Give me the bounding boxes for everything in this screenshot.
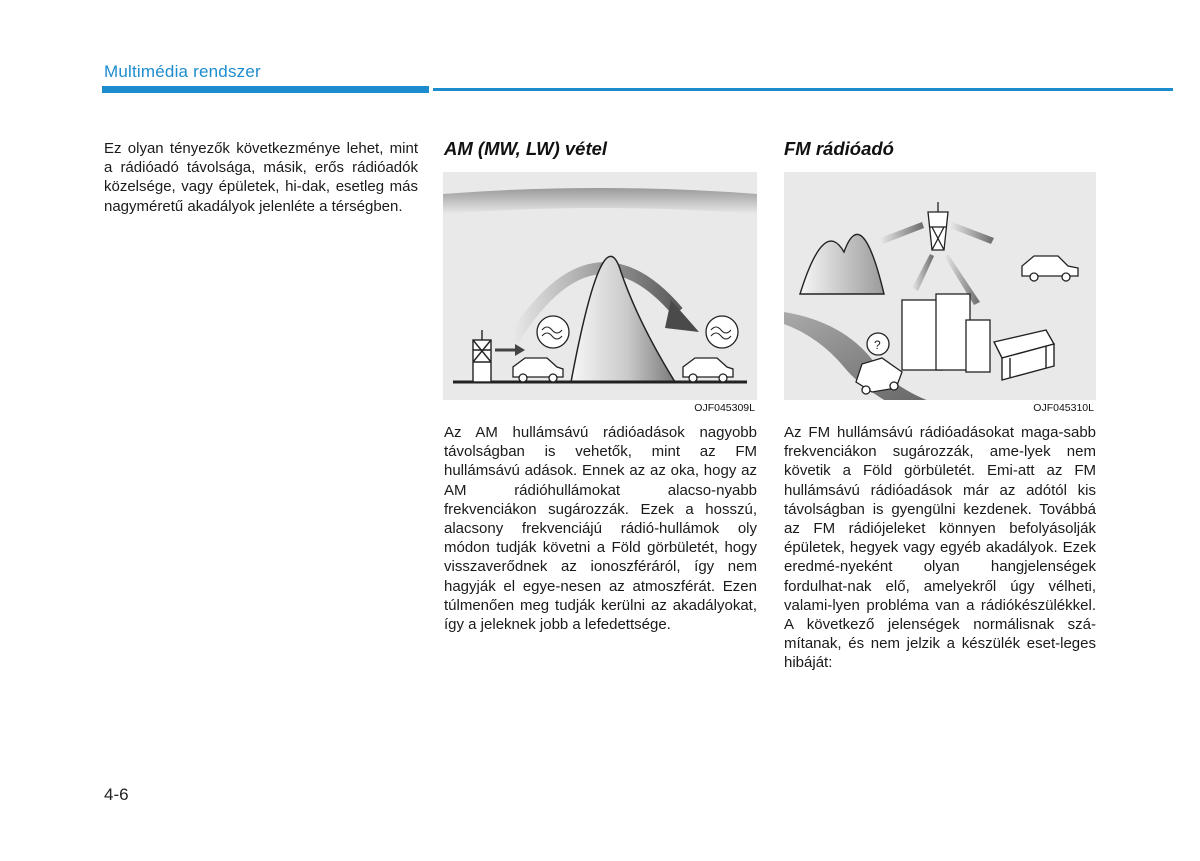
am-paragraph: Az AM hullámsávú rádióadások nagyobb távolságban is vehetők, mint az FM hullámsávú adások. Ennek az az oka, hogy az AM rádióhullámokat alacso-nyabb frekvenciákon sugározzák. Ezek a hosszú, alacsony frekvenciájú rádió-hullámok oly módon tudják követni a Föld görbületét, hogy visszaverődnek az ionoszféráról, így nem hagyják el egye-nesen az atmoszférát. Ezen túlmenően meg tudják kerülni az akadályokat, így a jeleknek jobb a lefedettsége. bbox=[444, 424, 757, 634]
page-number: 4-6 bbox=[104, 785, 129, 804]
section-header-title: Multimédia rendszer bbox=[104, 62, 261, 81]
fm-figure-code: OJF045310L bbox=[1033, 402, 1094, 414]
am-illustration-graphic bbox=[443, 172, 757, 416]
am-figure-code: OJF045309L bbox=[694, 402, 755, 414]
sound-bubble-left bbox=[537, 316, 569, 348]
fm-transmitter-illustration bbox=[784, 172, 1096, 416]
am-section-title: AM (MW, LW) vétel bbox=[444, 138, 608, 159]
svg-text:?: ? bbox=[874, 338, 881, 352]
am-reception-illustration bbox=[443, 172, 757, 416]
fm-illustration-graphic bbox=[784, 172, 1096, 416]
fm-section-title: FM rádióadó bbox=[784, 138, 894, 159]
question-bubble bbox=[867, 333, 889, 355]
header-rule-thick bbox=[102, 86, 429, 93]
fm-paragraph: Az FM hullámsávú rádióadásokat maga-sabb frekvenciákon sugározzák, ame-lyek nem követik a Föld görbületét. Emi-att az FM hullámsávú rádióadások már az adótól kis távolságban is gyengülni kezdenek. Továbbá az FM rádiójeleket könnyen befolyásolják épületek, hegyek vagy egyéb akadályok. Ezek eredmé-nyeként olyan hangjelenségek fordulhat-nak elő, amelyekről úgy vélheti, valami-lyen probléma van a rádiókészülékkel. A következő jelenségek normálisnak szá-mítanak, és nem jelzik a készülék eset-leges hibáját: bbox=[784, 424, 1096, 672]
header-rule-thin bbox=[433, 88, 1173, 91]
sound-bubble-right bbox=[706, 316, 738, 348]
intro-paragraph: Ez olyan tényezők következménye lehet, mint a rádióadó távolsága, másik, erős rádióadók közelsége, vagy épületek, hi-dak, esetleg más nagyméretű akadályok jelenléte a térségben. bbox=[104, 140, 418, 215]
